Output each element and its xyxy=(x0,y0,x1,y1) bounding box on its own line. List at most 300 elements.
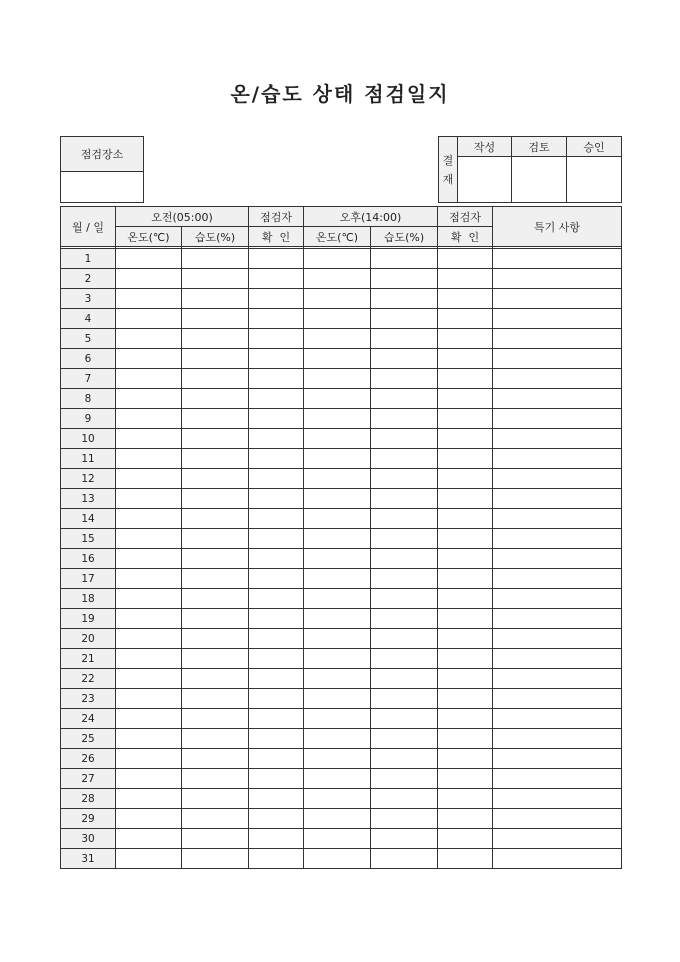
pm-checker-cell[interactable] xyxy=(438,249,493,269)
pm-checker-cell[interactable] xyxy=(438,689,493,709)
am-checker-cell[interactable] xyxy=(249,529,304,549)
am-humid-cell[interactable] xyxy=(182,649,249,669)
pm-temp-cell[interactable] xyxy=(304,249,371,269)
pm-temp-cell[interactable] xyxy=(304,329,371,349)
day-label: 13 xyxy=(61,489,116,509)
table-row xyxy=(61,389,622,409)
pm-temp-cell[interactable] xyxy=(304,629,371,649)
pm-humid-cell[interactable] xyxy=(371,789,438,809)
am-checker-cell[interactable] xyxy=(249,749,304,769)
approval-box xyxy=(438,136,622,203)
day-label: 30 xyxy=(61,829,116,849)
header-am-checker-top: 점검자 xyxy=(249,207,304,227)
notes-cell[interactable] xyxy=(493,549,622,569)
pm-checker-cell[interactable] xyxy=(438,849,493,869)
approval-sign-approve[interactable] xyxy=(567,157,622,203)
notes-cell[interactable] xyxy=(493,689,622,709)
day-label: 22 xyxy=(61,669,116,689)
table-row xyxy=(61,709,622,729)
pm-humid-cell[interactable] xyxy=(371,269,438,289)
pm-temp-cell[interactable] xyxy=(304,709,371,729)
header-pm-checker-bottom: 확 인 xyxy=(438,227,493,247)
am-checker-cell[interactable] xyxy=(249,509,304,529)
pm-humid-cell[interactable] xyxy=(371,349,438,369)
table-row xyxy=(61,309,622,329)
pm-humid-cell[interactable] xyxy=(371,529,438,549)
pm-checker-cell[interactable] xyxy=(438,549,493,569)
inspection-place-label: 점검장소 xyxy=(61,137,144,172)
pm-checker-cell[interactable] xyxy=(438,809,493,829)
am-humid-cell[interactable] xyxy=(182,609,249,629)
am-temp-cell[interactable] xyxy=(116,289,182,309)
am-temp-cell[interactable] xyxy=(116,569,182,589)
am-temp-cell[interactable] xyxy=(116,389,182,409)
pm-checker-cell[interactable] xyxy=(438,609,493,629)
notes-cell[interactable] xyxy=(493,629,622,649)
am-checker-cell[interactable] xyxy=(249,769,304,789)
pm-humid-cell[interactable] xyxy=(371,569,438,589)
am-temp-cell[interactable] xyxy=(116,629,182,649)
am-humid-cell[interactable] xyxy=(182,729,249,749)
pm-temp-cell[interactable] xyxy=(304,429,371,449)
day-label: 19 xyxy=(61,609,116,629)
table-row xyxy=(61,589,622,609)
pm-checker-cell[interactable] xyxy=(438,449,493,469)
am-temp-cell[interactable] xyxy=(116,309,182,329)
day-label: 12 xyxy=(61,469,116,489)
am-checker-cell[interactable] xyxy=(249,789,304,809)
day-label: 29 xyxy=(61,809,116,829)
pm-temp-cell[interactable] xyxy=(304,389,371,409)
day-label: 4 xyxy=(61,309,116,329)
am-checker-cell[interactable] xyxy=(249,689,304,709)
pm-temp-cell[interactable] xyxy=(304,549,371,569)
header-pm-humid: 습도(%) xyxy=(371,227,438,247)
am-checker-cell[interactable] xyxy=(249,429,304,449)
am-temp-cell[interactable] xyxy=(116,349,182,369)
table-row xyxy=(61,349,622,369)
pm-humid-cell[interactable] xyxy=(371,409,438,429)
header-am-humid: 습도(%) xyxy=(182,227,249,247)
pm-checker-cell[interactable] xyxy=(438,729,493,749)
am-temp-cell[interactable] xyxy=(116,549,182,569)
table-row xyxy=(61,829,622,849)
approval-side-bottom: 재 xyxy=(442,172,454,186)
am-checker-cell[interactable] xyxy=(249,329,304,349)
pm-temp-cell[interactable] xyxy=(304,769,371,789)
table-row xyxy=(61,629,622,649)
table-row xyxy=(61,249,622,269)
notes-cell[interactable] xyxy=(493,409,622,429)
day-label: 7 xyxy=(61,369,116,389)
pm-checker-cell[interactable] xyxy=(438,629,493,649)
notes-cell[interactable] xyxy=(493,589,622,609)
pm-humid-cell[interactable] xyxy=(371,509,438,529)
am-humid-cell[interactable] xyxy=(182,369,249,389)
pm-temp-cell[interactable] xyxy=(304,449,371,469)
am-temp-cell[interactable] xyxy=(116,769,182,789)
pm-checker-cell[interactable] xyxy=(438,529,493,549)
pm-humid-cell[interactable] xyxy=(371,769,438,789)
am-humid-cell[interactable] xyxy=(182,429,249,449)
pm-checker-cell[interactable] xyxy=(438,789,493,809)
pm-temp-cell[interactable] xyxy=(304,829,371,849)
pm-temp-cell[interactable] xyxy=(304,489,371,509)
am-humid-cell[interactable] xyxy=(182,769,249,789)
inspection-place-field[interactable] xyxy=(61,172,144,203)
pm-humid-cell[interactable] xyxy=(371,829,438,849)
day-label: 2 xyxy=(61,269,116,289)
day-label: 8 xyxy=(61,389,116,409)
approval-sign-write[interactable] xyxy=(458,157,512,203)
day-label: 9 xyxy=(61,409,116,429)
pm-humid-cell[interactable] xyxy=(371,669,438,689)
pm-temp-cell[interactable] xyxy=(304,509,371,529)
day-label: 11 xyxy=(61,449,116,469)
table-row xyxy=(61,729,622,749)
am-checker-cell[interactable] xyxy=(249,589,304,609)
am-temp-cell[interactable] xyxy=(116,649,182,669)
am-checker-cell[interactable] xyxy=(249,669,304,689)
am-checker-cell[interactable] xyxy=(249,849,304,869)
approval-col-write: 작성 xyxy=(458,137,512,157)
table-row xyxy=(61,529,622,549)
header-pm-checker-top: 점검자 xyxy=(438,207,493,227)
am-temp-cell[interactable] xyxy=(116,849,182,869)
notes-cell[interactable] xyxy=(493,469,622,489)
pm-checker-cell[interactable] xyxy=(438,589,493,609)
notes-cell[interactable] xyxy=(493,749,622,769)
pm-checker-cell[interactable] xyxy=(438,769,493,789)
header-pm: 오후(14:00) xyxy=(304,207,438,227)
pm-temp-cell[interactable] xyxy=(304,529,371,549)
day-label: 18 xyxy=(61,589,116,609)
pm-temp-cell[interactable] xyxy=(304,669,371,689)
pm-humid-cell[interactable] xyxy=(371,449,438,469)
am-humid-cell[interactable] xyxy=(182,709,249,729)
pm-checker-cell[interactable] xyxy=(438,369,493,389)
notes-cell[interactable] xyxy=(493,849,622,869)
am-checker-cell[interactable] xyxy=(249,549,304,569)
day-label: 21 xyxy=(61,649,116,669)
day-label: 20 xyxy=(61,629,116,649)
am-checker-cell[interactable] xyxy=(249,469,304,489)
pm-humid-cell[interactable] xyxy=(371,729,438,749)
table-row xyxy=(61,489,622,509)
day-label: 27 xyxy=(61,769,116,789)
am-temp-cell[interactable] xyxy=(116,429,182,449)
am-humid-cell[interactable] xyxy=(182,309,249,329)
am-humid-cell[interactable] xyxy=(182,689,249,709)
pm-checker-cell[interactable] xyxy=(438,489,493,509)
am-humid-cell[interactable] xyxy=(182,269,249,289)
header-pm-temp: 온도(℃) xyxy=(304,227,371,247)
notes-cell[interactable] xyxy=(493,709,622,729)
am-temp-cell[interactable] xyxy=(116,829,182,849)
am-humid-cell[interactable] xyxy=(182,629,249,649)
pm-checker-cell[interactable] xyxy=(438,389,493,409)
am-temp-cell[interactable] xyxy=(116,249,182,269)
pm-temp-cell[interactable] xyxy=(304,609,371,629)
pm-humid-cell[interactable] xyxy=(371,609,438,629)
header-date: 월 / 일 xyxy=(61,207,116,247)
notes-cell[interactable] xyxy=(493,529,622,549)
table-row xyxy=(61,809,622,829)
notes-cell[interactable] xyxy=(493,489,622,509)
am-humid-cell[interactable] xyxy=(182,529,249,549)
pm-humid-cell[interactable] xyxy=(371,489,438,509)
pm-checker-cell[interactable] xyxy=(438,269,493,289)
notes-cell[interactable] xyxy=(493,609,622,629)
am-checker-cell[interactable] xyxy=(249,649,304,669)
notes-cell[interactable] xyxy=(493,829,622,849)
table-row xyxy=(61,329,622,349)
am-checker-cell[interactable] xyxy=(249,829,304,849)
table-row xyxy=(61,849,622,869)
am-checker-cell[interactable] xyxy=(249,289,304,309)
am-humid-cell[interactable] xyxy=(182,469,249,489)
pm-humid-cell[interactable] xyxy=(371,709,438,729)
am-temp-cell[interactable] xyxy=(116,369,182,389)
pm-checker-cell[interactable] xyxy=(438,289,493,309)
am-temp-cell[interactable] xyxy=(116,409,182,429)
day-label: 10 xyxy=(61,429,116,449)
am-checker-cell[interactable] xyxy=(249,809,304,829)
pm-humid-cell[interactable] xyxy=(371,689,438,709)
am-temp-cell[interactable] xyxy=(116,729,182,749)
am-temp-cell[interactable] xyxy=(116,609,182,629)
notes-cell[interactable] xyxy=(493,309,622,329)
am-temp-cell[interactable] xyxy=(116,489,182,509)
day-label: 25 xyxy=(61,729,116,749)
day-label: 14 xyxy=(61,509,116,529)
am-temp-cell[interactable] xyxy=(116,589,182,609)
pm-humid-cell[interactable] xyxy=(371,649,438,669)
pm-temp-cell[interactable] xyxy=(304,729,371,749)
pm-checker-cell[interactable] xyxy=(438,649,493,669)
pm-checker-cell[interactable] xyxy=(438,429,493,449)
pm-temp-cell[interactable] xyxy=(304,409,371,429)
pm-humid-cell[interactable] xyxy=(371,849,438,869)
day-label: 17 xyxy=(61,569,116,589)
am-temp-cell[interactable] xyxy=(116,749,182,769)
pm-temp-cell[interactable] xyxy=(304,289,371,309)
notes-cell[interactable] xyxy=(493,269,622,289)
notes-cell[interactable] xyxy=(493,349,622,369)
table-row xyxy=(61,789,622,809)
header-am-checker-bottom: 확 인 xyxy=(249,227,304,247)
log-body xyxy=(61,249,622,869)
notes-cell[interactable] xyxy=(493,729,622,749)
am-checker-cell[interactable] xyxy=(249,609,304,629)
pm-temp-cell[interactable] xyxy=(304,369,371,389)
am-humid-cell[interactable] xyxy=(182,389,249,409)
pm-checker-cell[interactable] xyxy=(438,669,493,689)
pm-temp-cell[interactable] xyxy=(304,589,371,609)
pm-checker-cell[interactable] xyxy=(438,709,493,729)
notes-cell[interactable] xyxy=(493,329,622,349)
notes-cell[interactable] xyxy=(493,769,622,789)
am-humid-cell[interactable] xyxy=(182,789,249,809)
am-checker-cell[interactable] xyxy=(249,349,304,369)
table-row xyxy=(61,469,622,489)
pm-humid-cell[interactable] xyxy=(371,629,438,649)
pm-checker-cell[interactable] xyxy=(438,829,493,849)
notes-cell[interactable] xyxy=(493,509,622,529)
pm-humid-cell[interactable] xyxy=(371,289,438,309)
table-row xyxy=(61,269,622,289)
am-humid-cell[interactable] xyxy=(182,829,249,849)
am-humid-cell[interactable] xyxy=(182,249,249,269)
table-row xyxy=(61,569,622,589)
table-row xyxy=(61,409,622,429)
am-checker-cell[interactable] xyxy=(249,709,304,729)
am-humid-cell[interactable] xyxy=(182,329,249,349)
am-humid-cell[interactable] xyxy=(182,489,249,509)
am-checker-cell[interactable] xyxy=(249,369,304,389)
am-temp-cell[interactable] xyxy=(116,709,182,729)
inspection-place-box xyxy=(60,136,144,203)
am-humid-cell[interactable] xyxy=(182,569,249,589)
pm-checker-cell[interactable] xyxy=(438,409,493,429)
pm-humid-cell[interactable] xyxy=(371,369,438,389)
am-checker-cell[interactable] xyxy=(249,629,304,649)
am-checker-cell[interactable] xyxy=(249,269,304,289)
am-temp-cell[interactable] xyxy=(116,449,182,469)
table-row xyxy=(61,429,622,449)
pm-humid-cell[interactable] xyxy=(371,549,438,569)
table-row xyxy=(61,449,622,469)
am-humid-cell[interactable] xyxy=(182,589,249,609)
table-row xyxy=(61,509,622,529)
am-checker-cell[interactable] xyxy=(249,569,304,589)
pm-temp-cell[interactable] xyxy=(304,789,371,809)
day-label: 16 xyxy=(61,549,116,569)
notes-cell[interactable] xyxy=(493,449,622,469)
am-humid-cell[interactable] xyxy=(182,749,249,769)
am-checker-cell[interactable] xyxy=(249,249,304,269)
am-temp-cell[interactable] xyxy=(116,469,182,489)
pm-humid-cell[interactable] xyxy=(371,309,438,329)
am-temp-cell[interactable] xyxy=(116,669,182,689)
pm-checker-cell[interactable] xyxy=(438,349,493,369)
am-checker-cell[interactable] xyxy=(249,489,304,509)
pm-checker-cell[interactable] xyxy=(438,469,493,489)
am-humid-cell[interactable] xyxy=(182,669,249,689)
am-humid-cell[interactable] xyxy=(182,289,249,309)
table-row xyxy=(61,749,622,769)
pm-humid-cell[interactable] xyxy=(371,749,438,769)
table-row xyxy=(61,689,622,709)
notes-cell[interactable] xyxy=(493,809,622,829)
page-title: 온/습도 상태 점검일지 xyxy=(230,82,450,106)
pm-temp-cell[interactable] xyxy=(304,809,371,829)
pm-temp-cell[interactable] xyxy=(304,349,371,369)
am-temp-cell[interactable] xyxy=(116,269,182,289)
day-label: 28 xyxy=(61,789,116,809)
header-am: 오전(05:00) xyxy=(116,207,249,227)
am-checker-cell[interactable] xyxy=(249,449,304,469)
table-row xyxy=(61,649,622,669)
pm-humid-cell[interactable] xyxy=(371,589,438,609)
day-label: 31 xyxy=(61,849,116,869)
day-label: 23 xyxy=(61,689,116,709)
pm-temp-cell[interactable] xyxy=(304,749,371,769)
am-checker-cell[interactable] xyxy=(249,309,304,329)
table-row xyxy=(61,549,622,569)
pm-temp-cell[interactable] xyxy=(304,269,371,289)
am-checker-cell[interactable] xyxy=(249,389,304,409)
am-humid-cell[interactable] xyxy=(182,509,249,529)
pm-checker-cell[interactable] xyxy=(438,309,493,329)
table-row xyxy=(61,769,622,789)
day-label: 24 xyxy=(61,709,116,729)
am-humid-cell[interactable] xyxy=(182,809,249,829)
pm-temp-cell[interactable] xyxy=(304,469,371,489)
day-label: 15 xyxy=(61,529,116,549)
notes-cell[interactable] xyxy=(493,249,622,269)
notes-cell[interactable] xyxy=(493,669,622,689)
am-temp-cell[interactable] xyxy=(116,689,182,709)
pm-temp-cell[interactable] xyxy=(304,849,371,869)
pm-humid-cell[interactable] xyxy=(371,249,438,269)
approval-col-approve: 승인 xyxy=(567,137,622,157)
pm-temp-cell[interactable] xyxy=(304,689,371,709)
pm-temp-cell[interactable] xyxy=(304,649,371,669)
am-humid-cell[interactable] xyxy=(182,449,249,469)
am-temp-cell[interactable] xyxy=(116,809,182,829)
day-label: 5 xyxy=(61,329,116,349)
approval-side-label xyxy=(439,137,458,203)
am-humid-cell[interactable] xyxy=(182,409,249,429)
pm-humid-cell[interactable] xyxy=(371,469,438,489)
pm-humid-cell[interactable] xyxy=(371,809,438,829)
am-checker-cell[interactable] xyxy=(249,409,304,429)
am-checker-cell[interactable] xyxy=(249,729,304,749)
log-table xyxy=(60,206,622,869)
am-temp-cell[interactable] xyxy=(116,789,182,809)
notes-cell[interactable] xyxy=(493,289,622,309)
notes-cell[interactable] xyxy=(493,569,622,589)
am-humid-cell[interactable] xyxy=(182,349,249,369)
table-row xyxy=(61,609,622,629)
am-humid-cell[interactable] xyxy=(182,849,249,869)
pm-checker-cell[interactable] xyxy=(438,749,493,769)
header-am-temp: 온도(℃) xyxy=(116,227,182,247)
notes-cell[interactable] xyxy=(493,369,622,389)
pm-checker-cell[interactable] xyxy=(438,569,493,589)
notes-cell[interactable] xyxy=(493,789,622,809)
am-temp-cell[interactable] xyxy=(116,529,182,549)
notes-cell[interactable] xyxy=(493,429,622,449)
pm-temp-cell[interactable] xyxy=(304,309,371,329)
pm-temp-cell[interactable] xyxy=(304,569,371,589)
pm-humid-cell[interactable] xyxy=(371,329,438,349)
pm-checker-cell[interactable] xyxy=(438,509,493,529)
day-label: 3 xyxy=(61,289,116,309)
pm-humid-cell[interactable] xyxy=(371,429,438,449)
notes-cell[interactable] xyxy=(493,389,622,409)
am-temp-cell[interactable] xyxy=(116,329,182,349)
am-humid-cell[interactable] xyxy=(182,549,249,569)
notes-cell[interactable] xyxy=(493,649,622,669)
pm-checker-cell[interactable] xyxy=(438,329,493,349)
approval-side-top: 결 xyxy=(442,153,454,167)
am-temp-cell[interactable] xyxy=(116,509,182,529)
pm-humid-cell[interactable] xyxy=(371,389,438,409)
table-row xyxy=(61,289,622,309)
approval-sign-review[interactable] xyxy=(512,157,567,203)
